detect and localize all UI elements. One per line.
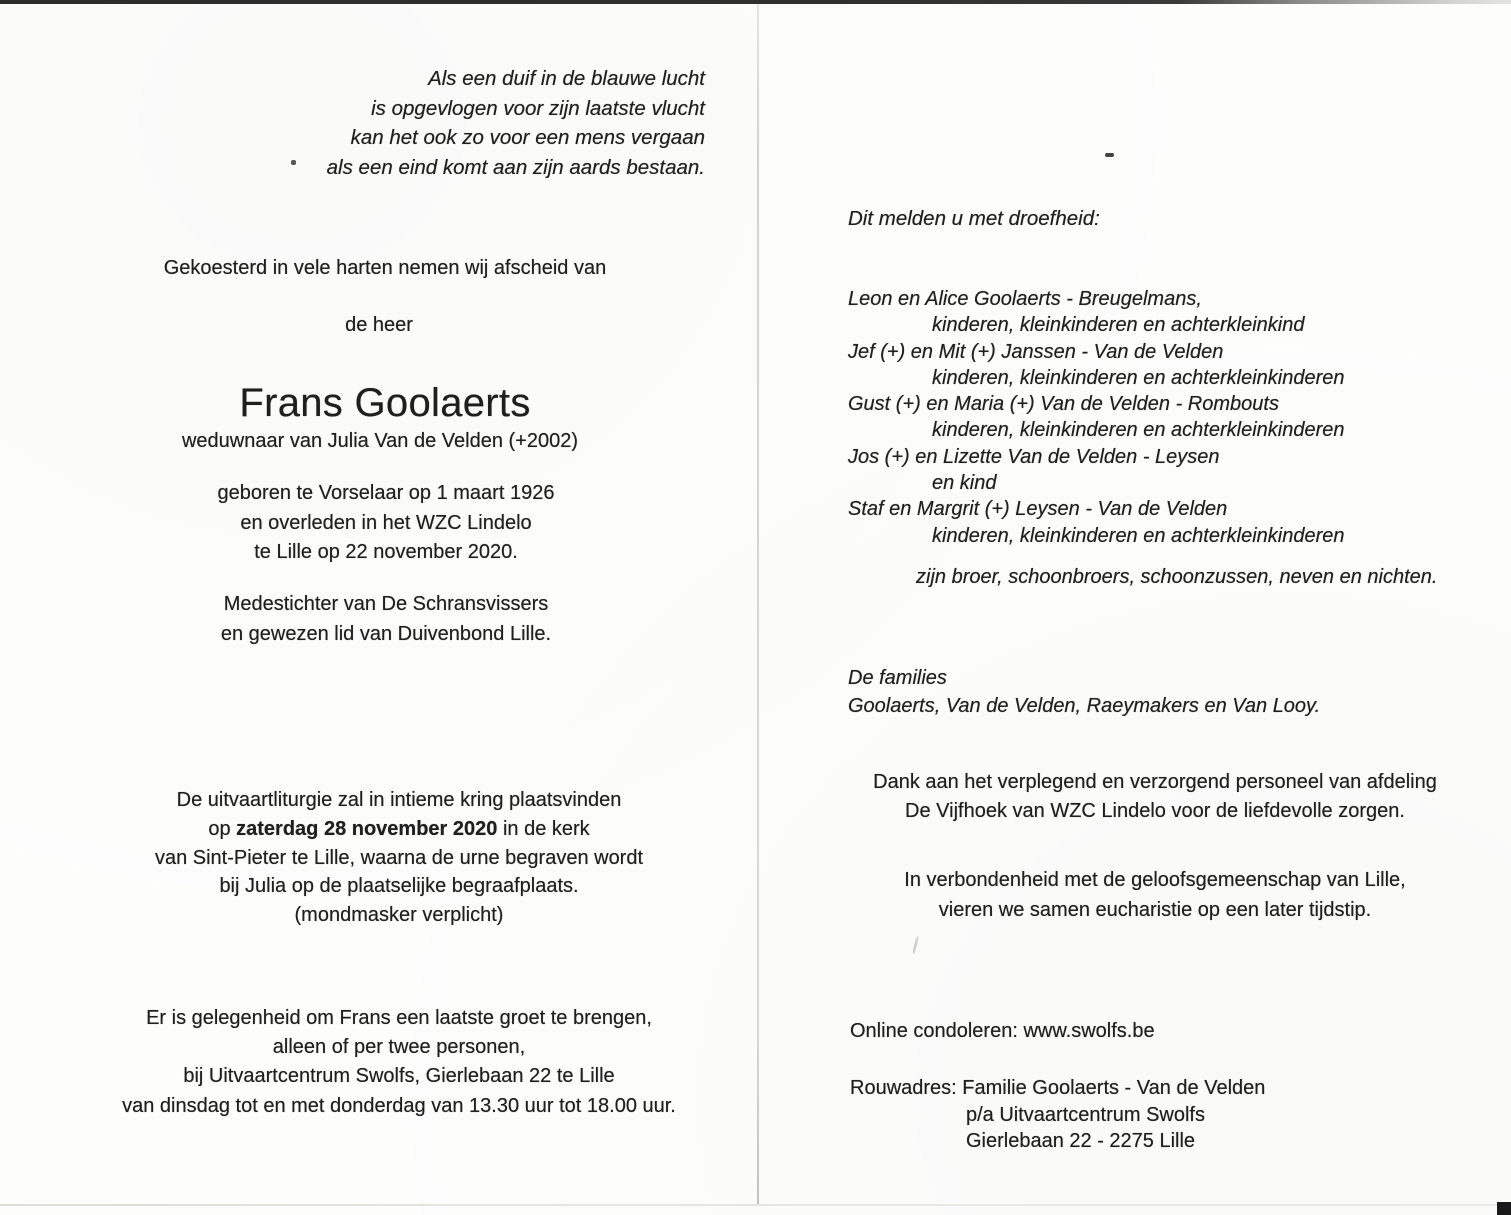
memberships bbox=[76, 590, 696, 649]
service-line: van Sint-Pieter te Lille, waarna de urne begraven wordt bbox=[154, 846, 644, 869]
service-line bbox=[89, 815, 709, 844]
scan-corner-mark bbox=[1497, 1202, 1511, 1215]
family-entry bbox=[848, 496, 1408, 549]
visitation-line: van dinsdag tot en met donderdag van 13.30 uur tot 18.00 uur. bbox=[122, 1094, 676, 1117]
visitation-info bbox=[89, 1004, 709, 1121]
service-line-post: in de kerk bbox=[497, 817, 590, 840]
farewell-intro: Gekoesterd in vele harten nemen wij afscheid van bbox=[163, 257, 607, 279]
online-condolence-line: Online condoleren: www.swolfs.be bbox=[850, 1020, 1155, 1042]
mourning-address-line: Gierlebaan 22 - 2275 Lille bbox=[966, 1130, 1196, 1152]
funeral-service-info bbox=[89, 786, 709, 930]
death-place-line: te Lille op 22 november 2020. bbox=[254, 541, 518, 563]
poem-line: is opgevlogen voor zijn laatste vlucht bbox=[371, 96, 705, 120]
family-names: Leon en Alice Goolaerts - Breugelmans, bbox=[848, 288, 1202, 310]
families-block bbox=[848, 665, 1320, 720]
family-entry bbox=[848, 339, 1408, 392]
death-line: en overleden in het WZC Lindelo bbox=[240, 511, 532, 534]
family-names: Gust (+) en Maria (+) Van de Velden - Rombouts bbox=[848, 393, 1279, 416]
mourning-address-line bbox=[850, 1075, 1265, 1102]
service-line: De uitvaartliturgie zal in intieme kring plaatsvinden bbox=[176, 789, 622, 811]
poem-line: als een eind komt aan zijn aards bestaan. bbox=[326, 155, 705, 179]
eucharist-notice bbox=[860, 866, 1450, 925]
family-entry bbox=[848, 391, 1408, 444]
eucharist-line: vieren we samen eucharistie op een later tijdstip. bbox=[938, 898, 1372, 921]
deceased-name: Frans Goolaerts bbox=[239, 381, 531, 425]
birth-death-dates bbox=[76, 479, 696, 568]
scan-artifact-smudge bbox=[912, 936, 919, 954]
mourning-address bbox=[850, 1075, 1265, 1155]
mourning-address-label: Rouwadres: bbox=[850, 1077, 963, 1099]
salutation: de heer bbox=[345, 314, 413, 336]
announcement-heading: Dit melden u met droefheid: bbox=[848, 207, 1100, 230]
family-list bbox=[848, 286, 1408, 549]
family-entry bbox=[848, 444, 1408, 497]
family-descendants: kinderen, kleinkinderen en achterkleinkind bbox=[932, 314, 1305, 337]
opening-poem bbox=[225, 64, 705, 182]
family-descendants: kinderen, kleinkinderen en achterkleinkinderen bbox=[932, 524, 1345, 547]
widower-line: weduwnaar van Julia Van de Velden (+2002) bbox=[181, 430, 578, 452]
families-heading: De families bbox=[848, 667, 947, 689]
family-names: Jef (+) en Mit (+) Janssen - Van de Velden bbox=[848, 340, 1224, 363]
family-descendants: kinderen, kleinkinderen en achterkleinkinderen bbox=[932, 366, 1345, 389]
scan-top-edge bbox=[0, 0, 1511, 4]
eucharist-line: In verbondenheid met de geloofsgemeenschap van Lille, bbox=[904, 869, 1406, 891]
birth-line: geboren te Vorselaar op 1 maart 1926 bbox=[217, 482, 555, 504]
family-descendants: kinderen, kleinkinderen en achterkleinkinderen bbox=[932, 419, 1345, 442]
scan-bottom-edge bbox=[0, 1204, 1511, 1206]
family-descendants: en kind bbox=[932, 472, 997, 495]
family-entry bbox=[848, 286, 1408, 339]
thanks-block bbox=[860, 768, 1450, 826]
relatives-line: zijn broer, schoonbroers, schoonzussen, neven en nichten. bbox=[916, 566, 1438, 588]
family-names: Jos (+) en Lizette Van de Velden - Leysen bbox=[848, 445, 1220, 468]
families-names: Goolaerts, Van de Velden, Raeymakers en Van Looy. bbox=[848, 694, 1321, 717]
poem-line: kan het ook zo voor een mens vergaan bbox=[350, 126, 705, 149]
visitation-line: Er is gelegenheid om Frans een laatste groet te brengen, bbox=[146, 1007, 652, 1029]
service-line: bij Julia op de plaatselijke begraafplaats. bbox=[219, 875, 579, 898]
visitation-line: alleen of per twee personen, bbox=[272, 1036, 526, 1059]
service-line-pre: op bbox=[208, 817, 237, 840]
mourning-address-family: Familie Goolaerts - Van de Velden bbox=[962, 1077, 1266, 1099]
thanks-line: De Vijfhoek van WZC Lindelo voor de liefdevolle zorgen. bbox=[905, 800, 1405, 822]
visitation-line: bij Uitvaartcentrum Swolfs, Gierlebaan 22 te Lille bbox=[183, 1065, 615, 1088]
service-date: zaterdag 28 november 2020 bbox=[236, 817, 498, 840]
scan-artifact-dash bbox=[1105, 153, 1114, 157]
poem-line: Als een duif in de blauwe lucht bbox=[428, 67, 705, 90]
mask-notice: (mondmasker verplicht) bbox=[294, 904, 504, 927]
family-names: Staf en Margrit (+) Leysen - Van de Velden bbox=[848, 498, 1228, 521]
center-fold-line bbox=[757, 4, 759, 1205]
membership-line: en gewezen lid van Duivenbond Lille. bbox=[220, 622, 552, 645]
membership-line: Medestichter van De Schransvissers bbox=[223, 593, 549, 615]
mourning-address-line: p/a Uitvaartcentrum Swolfs bbox=[966, 1103, 1205, 1126]
thanks-line: Dank aan het verplegend en verzorgend personeel van afdeling bbox=[873, 771, 1437, 793]
